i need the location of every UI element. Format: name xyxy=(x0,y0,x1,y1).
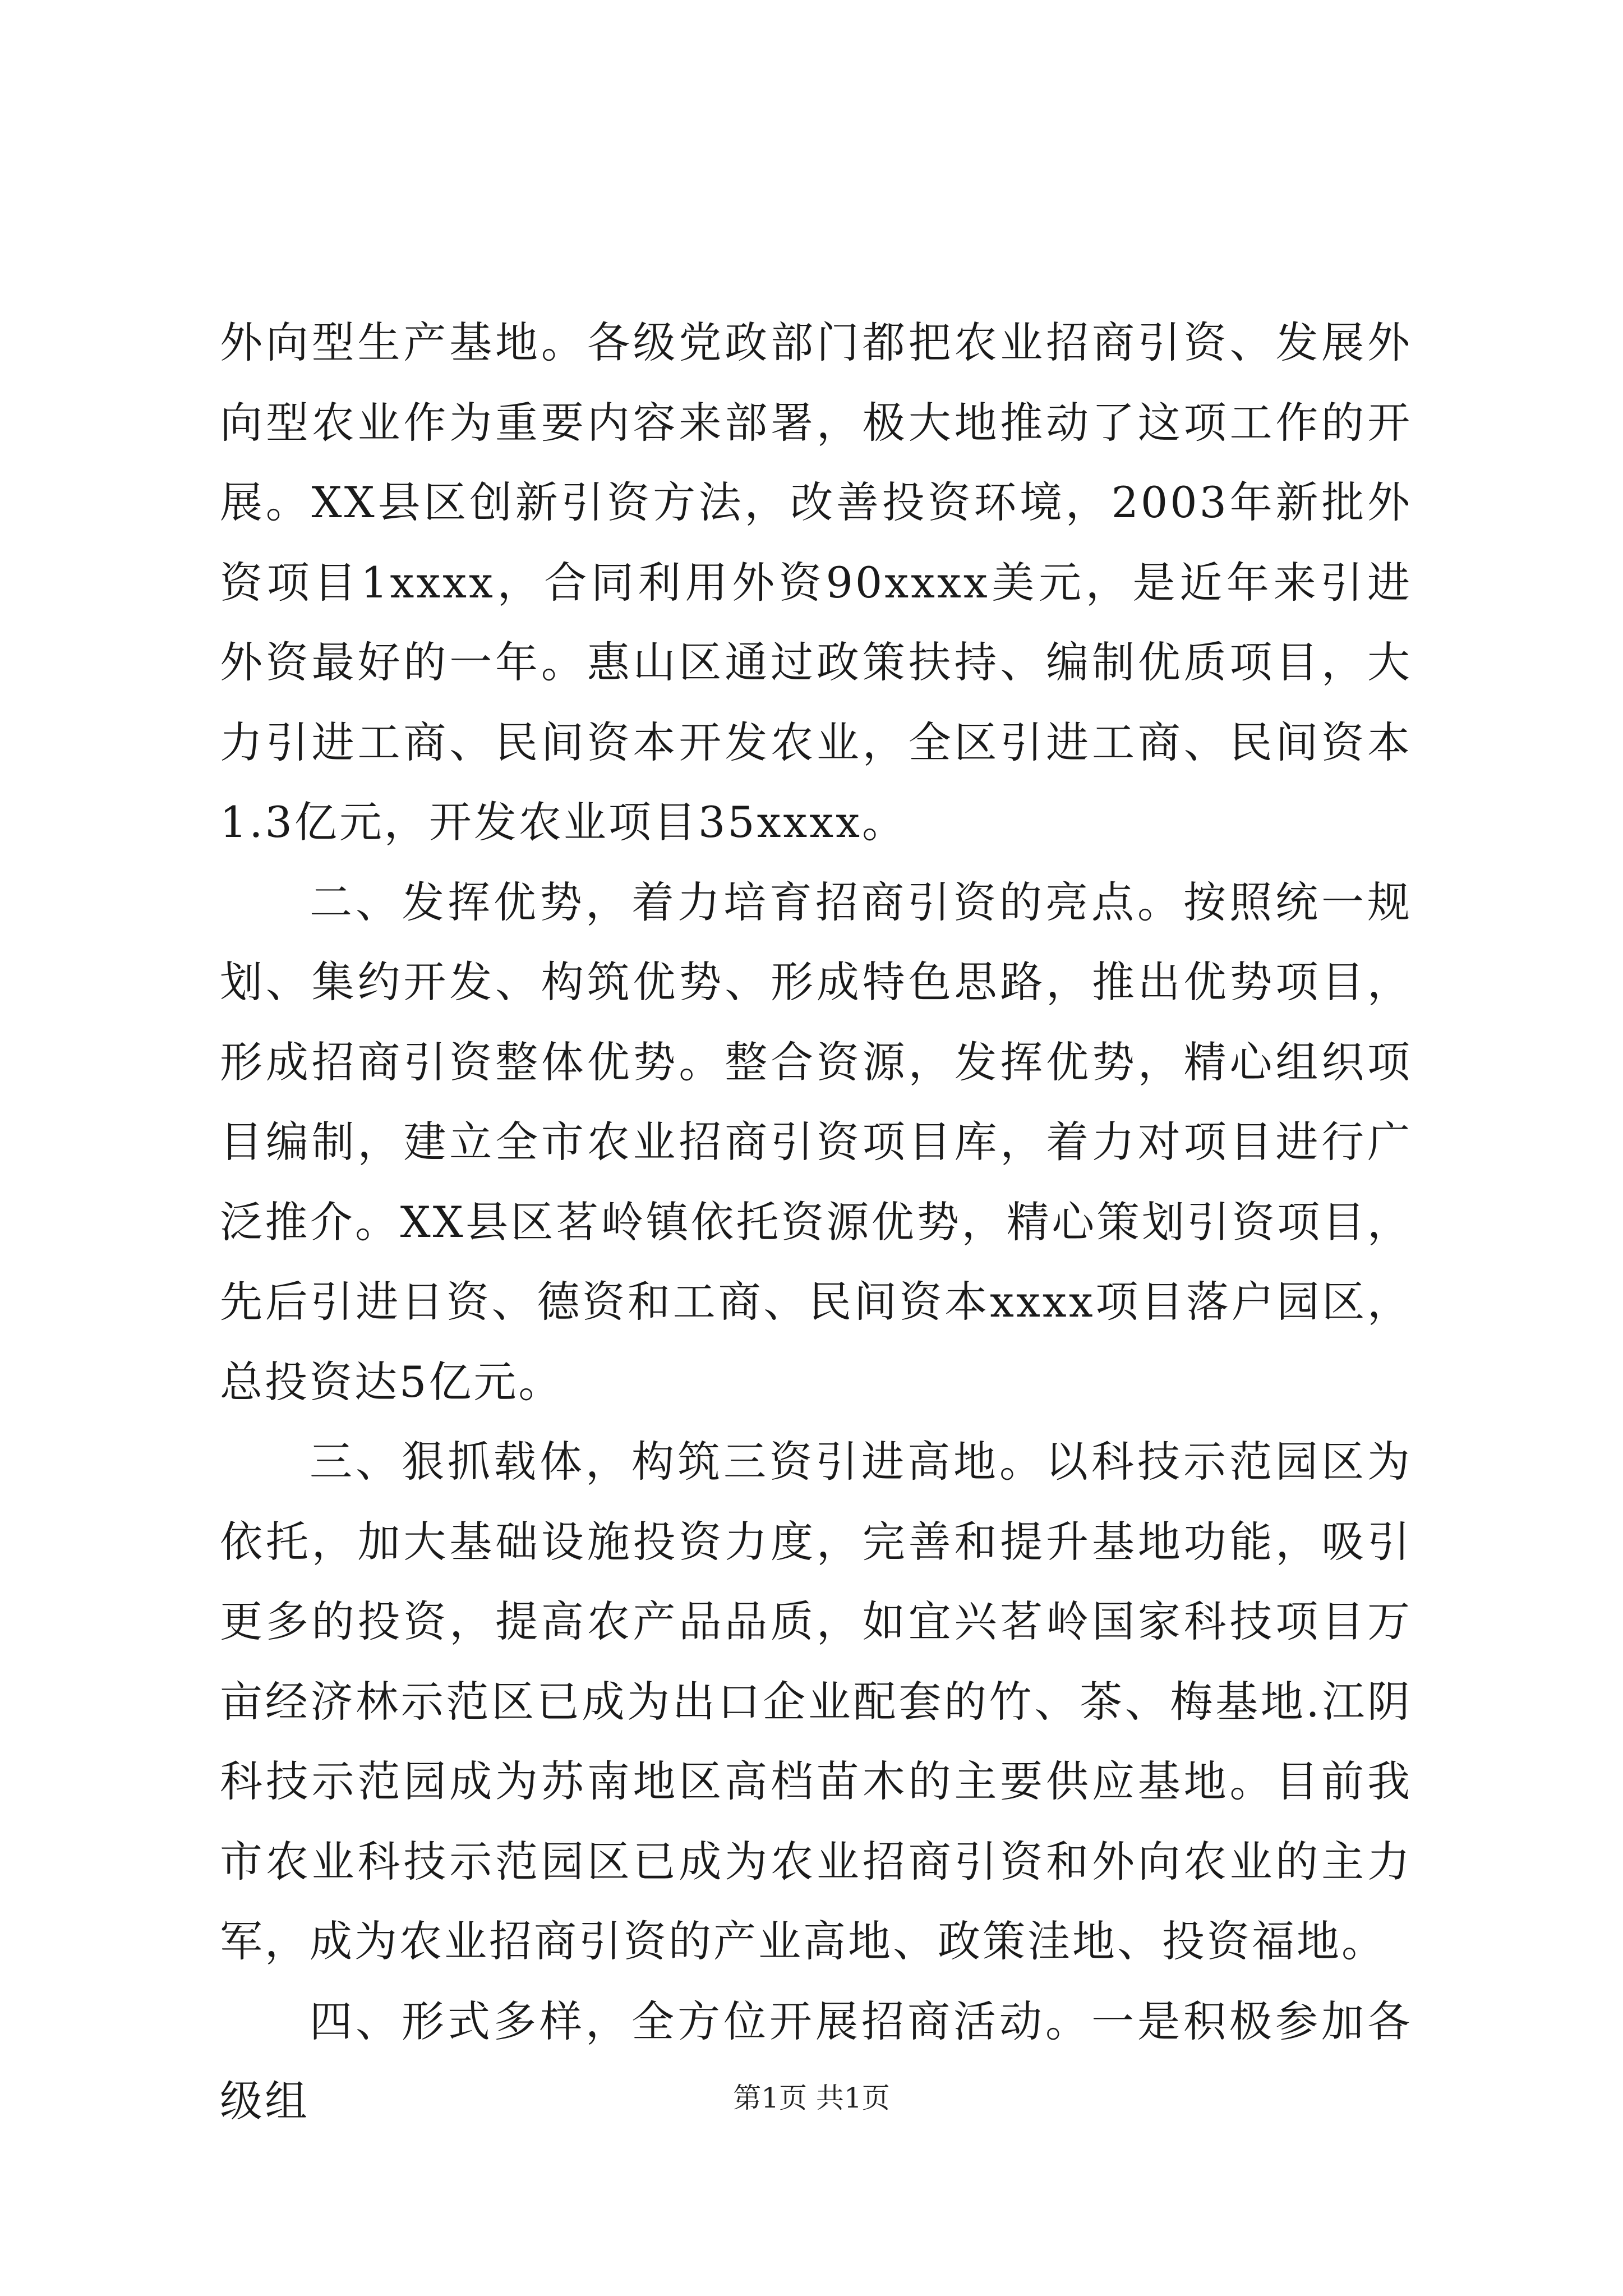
paragraph-section-2: 二、发挥优势，着力培育招商引资的亮点。按照统一规划、集约开发、构筑优势、形成特色思路，推出优势项目，形成招商引资整体优势。整合资源，发挥优势，精心组织项目编制，建立全市农业招商引资项目库，着力对项目进行广泛推介。XX县区茗岭镇依托资源优势，精心策划引资项目，先后引进日资、德资和工商、民间资本xxxx项目落户园区，总投资达5亿元。 xyxy=(220,877,1412,1407)
page-number-footer: 第1页 共1页 xyxy=(733,2082,890,2114)
paragraph-section-4: 四、形式多样，全方位开展招商活动。一是积极参加各级组 xyxy=(220,1996,1412,2126)
document-body xyxy=(220,303,1412,2142)
paragraph-section-3: 三、狠抓载体，构筑三资引进高地。以科技示范园区为依托，加大基础设施投资力度，完善和提升基地功能，吸引更多的投资，提高农产品品质，如宜兴茗岭国家科技项目万亩经济林示范区已成为出口企业配套的竹、茶、梅基地.江阴科技示范园成为苏南地区高档苗木的主要供应基地。目前我市农业科技示范园区已成为农业招商引资和外向农业的主力军，成为农业招商引资的产业高地、政策洼地、投资福地。 xyxy=(220,1437,1412,1966)
paragraph-continuation: 外向型生产基地。各级党政部门都把农业招商引资、发展外向型农业作为重要内容来部署，极大地推动了这项工作的开展。XX县区创新引资方法，改善投资环境，2003年新批外资项目1xxxx，合同利用外资90xxxx美元，是近年来引进外资最好的一年。惠山区通过政策扶持、编制优质项目，大力引进工商、民间资本开发农业，全区引进工商、民间资本1.3亿元，开发农业项目35xxxx。 xyxy=(220,318,1412,847)
